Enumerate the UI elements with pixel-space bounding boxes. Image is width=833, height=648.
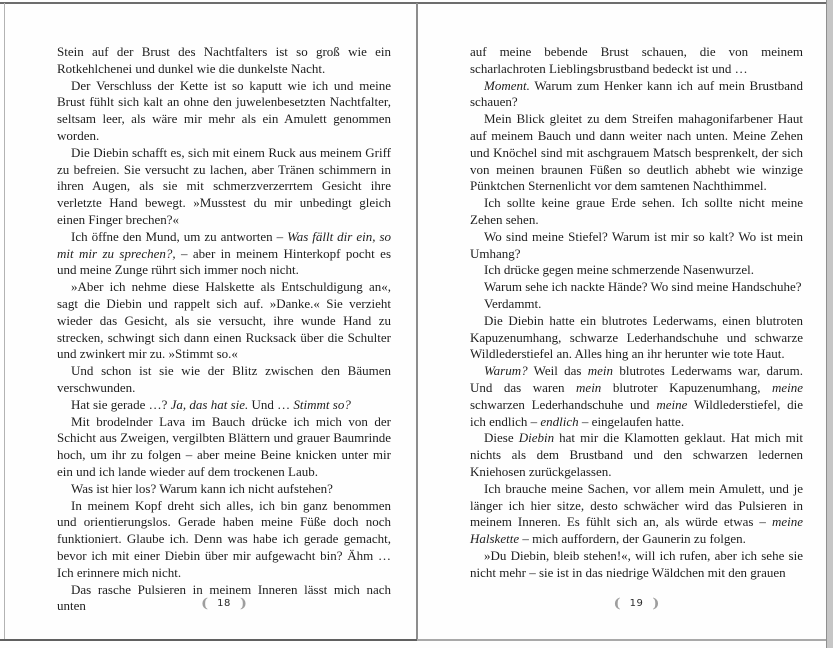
paragraph: Die Diebin hatte ein blutrotes Lederwams, einen blutroten Kapuzenumhang, schwarze Lederhandschuhe und schwarze Wildlederstiefel an. Alles hing an ihr herunter wie tote Haut.: [470, 312, 803, 362]
page-right-text-block: [470, 44, 803, 582]
left-page-edge-line: [4, 3, 5, 640]
paragraph: Mit brodelnder Lava im Bauch drücke ich mich von der Schicht aus Zweigen, vergilbten Blättern und grauer Baumrinde hoch, um ihr zu folgen – aber meine Beine knicken unter mir ein und ich lande wieder auf dem trockenen Laub.: [57, 413, 391, 479]
paragraph: Diese Diebin hat mir die Klamotten geklaut. Hat mich mit nichts als dem Brustband und den schwarzen ledernen Kniehosen zurückgelassen.: [470, 430, 803, 479]
crescent-close-ornament-icon: ): [652, 594, 660, 611]
page-number-left: 18: [217, 597, 231, 609]
paragraph: Verdammt.: [484, 295, 542, 311]
bottom-page-edge-line-right: [417, 639, 826, 641]
paragraph: Moment. Warum zum Henker kann ich auf mein Brustband schauen?: [470, 77, 803, 110]
paragraph: Ich brauche meine Sachen, vor allem mein Amulett, und je länger ich hier sitze, desto schwächer wird das Pulsieren in meinem Inneren. Es fühlt sich an, als würde etwas – meine Halskette – mich auffordern, der Gaunerin zu folgen.: [470, 480, 803, 547]
paragraph: Stein auf der Brust des Nachtfalters ist so groß wie ein Rotkehlchenei und dunkel wie die dunkelste Nacht.: [57, 44, 391, 76]
paragraph: In meinem Kopf dreht sich alles, ich bin ganz benommen und orientierungslos. Gerade haben meine Füße doch noch funktioniert. Glaube ich. Denn was habe ich gerade gemacht, bevor ich mit einer Diebin über mir aufgewacht bin? Ähm … Ich erinnere mich nicht.: [57, 497, 391, 580]
page-left-text-block: [57, 44, 391, 615]
paragraph: Ich drücke gegen meine schmerzende Nasenwurzel.: [484, 262, 754, 278]
crescent-close-ornament-icon: ): [239, 594, 247, 611]
paragraph: Wo sind meine Stiefel? Warum ist mir so kalt? Wo ist mein Umhang?: [470, 228, 803, 261]
page-number-right: 19: [629, 597, 644, 609]
paragraph: Das rasche Pulsieren in meinem Inneren lässt mich nach unten: [57, 581, 391, 614]
paragraph: auf meine bebende Brust schauen, die von meinem scharlachroten Lieblingsbrustband bedeckt ist und …: [470, 44, 803, 76]
paragraph: Hat sie gerade …? Ja, das hat sie. Und … Stimmt so?: [71, 396, 351, 412]
paragraph: »Du Diebin, bleib stehen!«, will ich rufen, aber ich sehe sie nicht mehr – sie ist in das niedrige Wäldchen mit den grauen: [470, 547, 803, 580]
page-left-footer: [57, 595, 391, 611]
paragraph: Was ist hier los? Warum kann ich nicht aufstehen?: [71, 480, 333, 496]
paragraph: Und schon ist sie wie der Blitz zwischen den Bäumen verschwunden.: [57, 363, 391, 395]
paragraph: Ich sollte keine graue Erde sehen. Ich sollte nicht meine Zehen sehen.: [470, 195, 803, 227]
bottom-page-edge-line-left: [0, 639, 417, 641]
paragraph: Der Verschluss der Kette ist so kaputt wie ich und meine Brust fühlt sich kalt an ohne den juwelenbesetzten Nachtfalter, seltsam leer, als wäre mir mehr als ein Amulett genommen worden.: [57, 77, 391, 143]
right-page-edge-strip: [826, 0, 833, 648]
page-right-footer: [470, 595, 803, 611]
paragraph: Die Diebin schafft es, sich mit einem Ruck aus meinem Griff zu befreien. Sie versucht zu lachen, aber Tränen schimmern in ihren Augen, als sie mit schmerzverzerrtem Gesicht ihre verletzte Hand bewegt. »Musstest du mir unbedingt gleich einen Finger brechen?«: [57, 144, 391, 227]
paragraph: Ich öffne den Mund, um zu antworten – Was fällt dir ein, so mit mir zu sprechen?, – aber in meinem Hinterkopf pocht es und meine Zunge rührt sich immer noch nicht.: [57, 228, 391, 278]
gutter-line: [416, 3, 418, 640]
paragraph: »Aber ich nehme diese Halskette als Entschuldigung an«, sagt die Diebin und rappelt sich auf. »Danke.« Sie verzieht wieder das Gesicht, als sie versucht, ihre wunde Hand zu strecken, schwingt sich dann einen Rucksack über die Schulter und zwinkert mir zu. »Stimmt so.«: [57, 279, 391, 362]
paragraph: Mein Blick gleitet zu dem Streifen mahagonifarbener Haut auf meinem Bauch und dann weiter nach unten. Meine Zehen und Knöchel sind mit aschgrauem Matsch besprenkelt, der sich von meinen braunen Füßen so deutlich abhebt wie winzige Pünktchen Sternenlicht vor dem samtenen Nachthimmel.: [470, 111, 803, 194]
crescent-open-ornament-icon: (: [201, 594, 209, 611]
paragraph: Warum? Weil das mein blutrotes Lederwams war, darum. Und das waren mein blutroter Kapuzenumhang, meine schwarzen Lederhandschuhe und meine Wildlederstiefel, die ich endlich – endlich – eingelaufen hatte.: [470, 363, 803, 429]
crescent-open-ornament-icon: (: [613, 594, 621, 611]
paragraph: Warum sehe ich nackte Hände? Wo sind meine Handschuhe?: [484, 279, 802, 295]
